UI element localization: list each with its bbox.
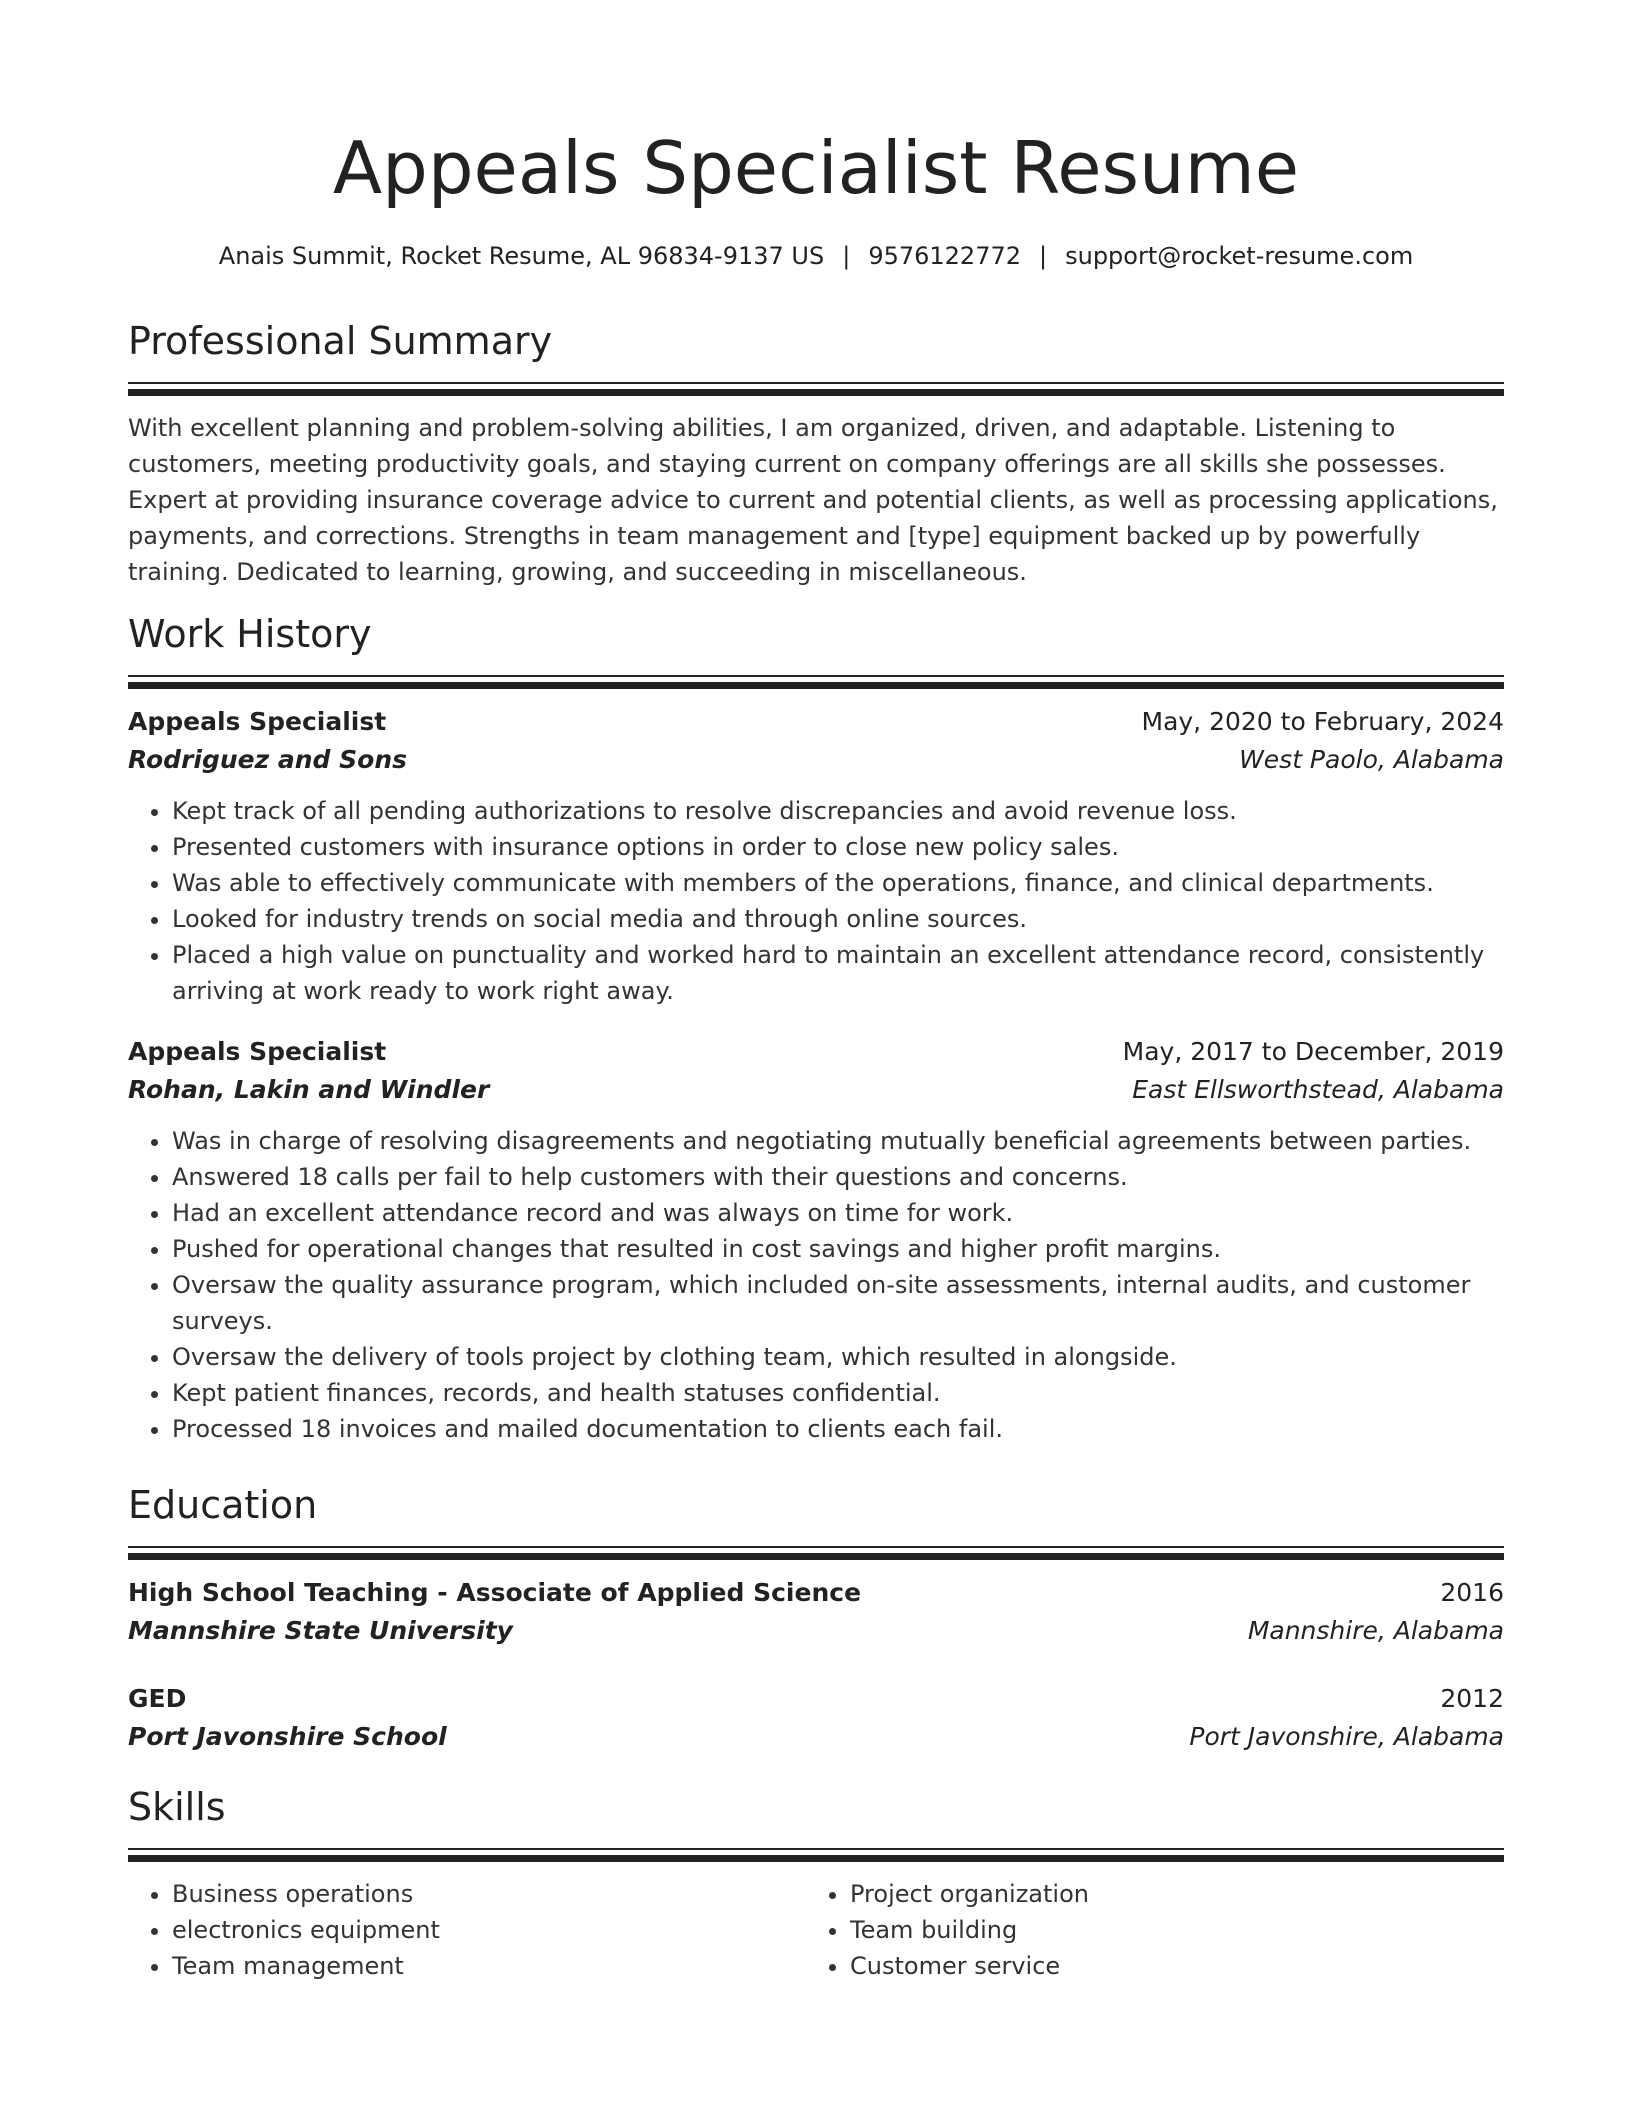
job-entry: [128, 1033, 1504, 1447]
job-company: Rodriguez and Sons: [128, 745, 408, 774]
job-title: Appeals Specialist: [128, 1037, 387, 1066]
skills-section: [128, 1782, 1504, 1984]
education-header-row: [128, 1680, 1504, 1718]
section-divider: [128, 382, 1504, 396]
education-location: Mannshire, Alabama: [1247, 1616, 1504, 1645]
job-dates: May, 2020 to February, 2024: [1141, 707, 1504, 736]
education-year: 2012: [1440, 1684, 1504, 1713]
education-degree: High School Teaching - Associate of Applied Science: [128, 1578, 862, 1607]
job-dates: May, 2017 to December, 2019: [1122, 1037, 1504, 1066]
summary-text: With excellent planning and problem-solving abilities, I am organized, driven, and adaptable. Listening to customers, meeting productivity goals, and staying current on company offerings are all skills she possesses. Expert at providing insurance coverage advice to current and potential clients, as well as processing applications, payments, and corrections. Strengths in team management and [type] equipment backed up by powerfully training. Dedicated to learning, growing, and succeeding in miscellaneous.: [128, 414, 1498, 586]
job-bullet: • Was in charge of resolving disagreements and negotiating mutually beneficial agreements between parties.: [172, 1123, 1504, 1159]
job-bullet: • Oversaw the delivery of tools project by clothing team, which resulted in alongside.: [172, 1339, 1504, 1375]
education-school-row: [128, 1718, 1504, 1756]
skill-item: • Project organization: [850, 1876, 1484, 1912]
summary-section: [128, 316, 1504, 590]
job-bullet: • Pushed for operational changes that resulted in cost savings and higher profit margins.: [172, 1231, 1504, 1267]
section-heading-summary: Professional Summary: [128, 319, 553, 363]
contact-address: Anais Summit, Rocket Resume, AL 96834-9137 US: [218, 242, 825, 270]
education-section: [128, 1480, 1504, 1756]
section-heading-education: Education: [128, 1483, 318, 1527]
contact-separator: |: [1039, 242, 1048, 270]
job-bullet: • Was able to effectively communicate with members of the operations, finance, and clinical departments.: [172, 865, 1504, 901]
resume-title: Appeals Specialist Resume: [332, 126, 1300, 210]
skill-item: • Team building: [850, 1912, 1484, 1948]
skills-column-left: [128, 1876, 806, 1984]
skills-column-right: [806, 1876, 1484, 1984]
job-bullet: • Kept patient finances, records, and health statuses confidential.: [172, 1375, 1504, 1411]
job-location: East Ellsworthstead, Alabama: [1132, 1075, 1504, 1104]
skills-grid: [128, 1876, 1504, 1984]
contact-phone: 9576122772: [868, 242, 1022, 270]
job-bullet: • Kept track of all pending authorizations to resolve discrepancies and avoid revenue loss.: [172, 793, 1504, 829]
job-entry: [128, 703, 1504, 1009]
education-location: Port Javonshire, Alabama: [1189, 1722, 1504, 1751]
section-heading-skills: Skills: [128, 1785, 226, 1829]
job-company: Rohan, Lakin and Windler: [128, 1075, 490, 1104]
job-header-row: [128, 703, 1504, 741]
skill-item: • Team management: [172, 1948, 806, 1984]
skill-item: • Customer service: [850, 1948, 1484, 1984]
contact-line: [128, 238, 1504, 274]
section-divider: [128, 1546, 1504, 1560]
section-divider: [128, 675, 1504, 689]
contact-separator: |: [842, 242, 851, 270]
skills-list: [806, 1876, 1484, 1984]
job-bullet-list: [128, 793, 1504, 1009]
job-bullet: • Had an excellent attendance record and was always on time for work.: [172, 1195, 1504, 1231]
skill-item: • electronics equipment: [172, 1912, 806, 1948]
job-company-row: [128, 1071, 1504, 1109]
section-heading-work-history: Work History: [128, 612, 372, 656]
education-entry: [128, 1574, 1504, 1650]
job-bullet: • Looked for industry trends on social media and through online sources.: [172, 901, 1504, 937]
job-bullet: • Answered 18 calls per fail to help customers with their questions and concerns.: [172, 1159, 1504, 1195]
education-year: 2016: [1440, 1578, 1504, 1607]
education-school: Mannshire State University: [128, 1616, 513, 1645]
education-degree: GED: [128, 1684, 187, 1713]
job-bullet: • Placed a high value on punctuality and worked hard to maintain an excellent attendance record, consistently arriving at work ready to work right away.: [172, 937, 1504, 1009]
job-header-row: [128, 1033, 1504, 1071]
job-bullet-list: [128, 1123, 1504, 1447]
skills-list: [128, 1876, 806, 1984]
education-header-row: [128, 1574, 1504, 1612]
job-bullet: • Oversaw the quality assurance program, which included on-site assessments, internal audits, and customer surveys.: [172, 1267, 1504, 1339]
job-bullet: • Presented customers with insurance options in order to close new policy sales.: [172, 829, 1504, 865]
job-location: West Paolo, Alabama: [1239, 745, 1504, 774]
work-history-section: [128, 609, 1504, 1447]
education-entry: [128, 1680, 1504, 1756]
education-school: Port Javonshire School: [128, 1722, 447, 1751]
education-school-row: [128, 1612, 1504, 1650]
job-company-row: [128, 741, 1504, 779]
job-title: Appeals Specialist: [128, 707, 387, 736]
section-divider: [128, 1848, 1504, 1862]
contact-email: support@rocket-resume.com: [1065, 242, 1414, 270]
job-bullet: • Processed 18 invoices and mailed documentation to clients each fail.: [172, 1411, 1504, 1447]
skill-item: • Business operations: [172, 1876, 806, 1912]
